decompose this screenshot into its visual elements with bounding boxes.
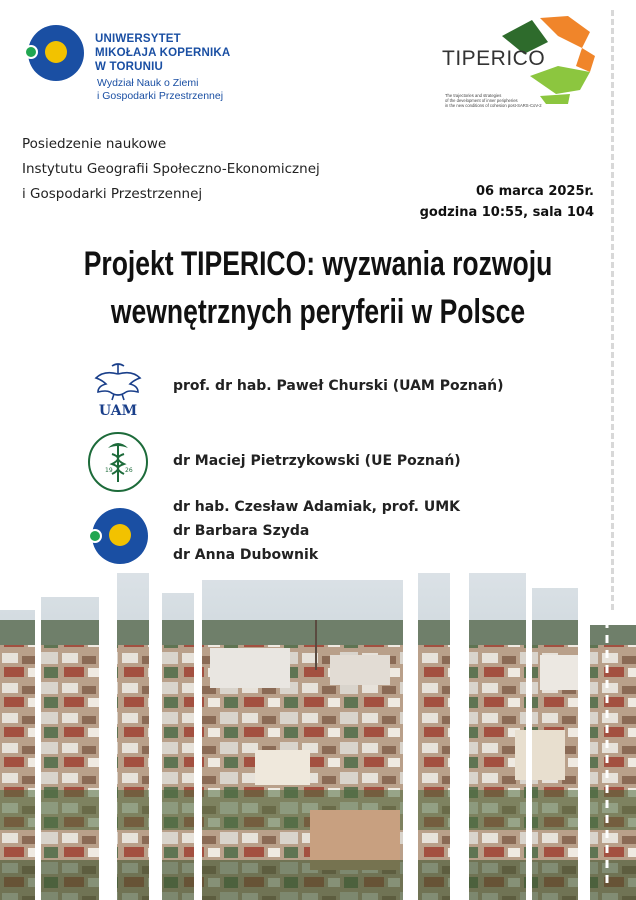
tiperico-tagline <box>445 93 565 108</box>
speaker-umk-1: dr hab. Czesław Adamiak, prof. UMK <box>173 499 460 515</box>
umk-small-logo-icon <box>92 508 148 564</box>
meeting-line-2: Instytutu Geografii Społeczno-Ekonomicznej <box>22 161 320 177</box>
tagline-line-1: The trajectories and strategies <box>445 93 502 98</box>
city-panorama-image <box>0 560 636 900</box>
meeting-line-3: i Gospodarki Przestrzennej <box>22 186 203 202</box>
page-title <box>70 240 566 336</box>
tagline-line-3: in the new conditions of cohesion post-SARS-CoV-2 <box>445 103 542 108</box>
university-line-3: W TORUNIU <box>95 61 164 73</box>
meeting-description <box>22 132 320 207</box>
department-line-2: i Gospodarki Przestrzennej <box>97 90 224 102</box>
department-line-1: Wydział Nauk o Ziemi <box>97 77 199 89</box>
meeting-line-1: Posiedzenie naukowe <box>22 136 167 152</box>
tiperico-wordmark: TIPERICO <box>442 47 546 70</box>
dashed-edge-decoration <box>611 10 614 610</box>
ue-logo-year-2: 26 <box>125 467 133 474</box>
meeting-time-place: godzina 10:55, sala 104 <box>419 205 594 220</box>
date-block <box>420 181 594 223</box>
uam-logo-text: UAM <box>98 403 138 418</box>
meeting-date: 06 marca 2025r. <box>475 184 594 199</box>
ue-logo-year-1: 19 <box>105 467 113 474</box>
university-line-2: MIKOŁAJA KOPERNIKA <box>95 47 231 59</box>
university-line-1: UNIWERSYTET <box>95 33 181 45</box>
title-line-2: wewnętrznych peryferii w Polsce <box>110 293 526 331</box>
ue-poznan-logo-icon <box>86 430 150 494</box>
university-name <box>95 32 230 74</box>
uam-eagle-logo-icon <box>92 360 144 418</box>
speaker-umk-2: dr Barbara Szyda <box>173 523 310 539</box>
speaker-uam: prof. dr hab. Paweł Churski (UAM Poznań) <box>173 378 504 394</box>
tagline-line-2: of the development of inner peripheries <box>445 98 518 103</box>
title-line-1: Projekt TIPERICO: wyzwania rozwoju <box>83 245 553 283</box>
department-name <box>97 77 223 103</box>
umk-logo-icon <box>28 25 84 81</box>
speaker-ue: dr Maciej Pietrzykowski (UE Poznań) <box>173 453 461 469</box>
speaker-umk-3: dr Anna Dubownik <box>173 547 319 563</box>
